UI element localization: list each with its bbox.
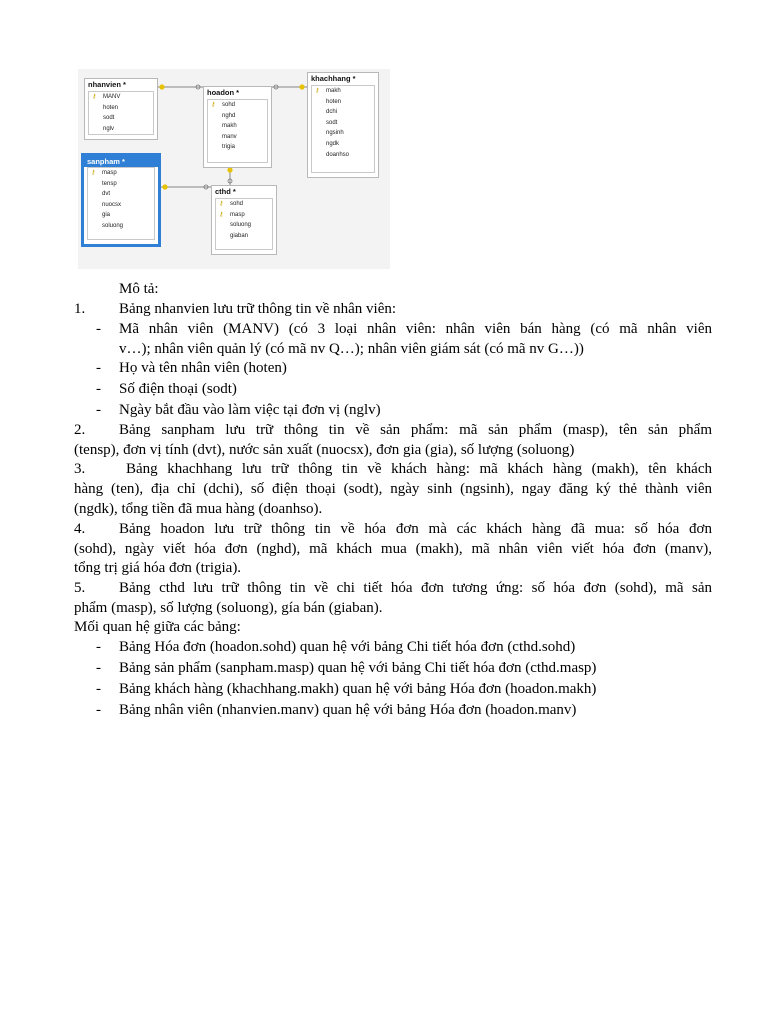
column: nghd	[222, 112, 236, 119]
column: ⚷ sohd	[216, 199, 272, 210]
item-number: 4.	[74, 521, 86, 537]
column: hoten	[103, 104, 119, 111]
column: ⚷ makh	[312, 86, 374, 97]
table-title: nhanvien *	[88, 80, 126, 89]
column: ⚷ MANV	[89, 92, 153, 103]
item4-text: (sohd), ngày viết hóa đơn (nghd), mã khách mua (makh), mã nhân viên viết hóa đơn (manv),	[74, 541, 712, 557]
column: nuocsx	[102, 201, 122, 208]
item2-text: (tensp), đơn vị tính (dvt), nước sản xuất (nuocsx), đơn gia (gia), số lượng (soluong)	[74, 442, 575, 458]
table-sanpham[interactable]	[81, 153, 161, 247]
bullet-dash: -	[96, 639, 101, 655]
bullet-dash: -	[96, 660, 101, 676]
relations-heading: Mối quan hệ giữa các bảng:	[74, 619, 241, 635]
table-cthd[interactable]	[211, 185, 277, 255]
column: nglv	[103, 125, 115, 132]
column: trigia	[222, 144, 236, 151]
table-title: cthd *	[215, 187, 236, 196]
bullet-dash: -	[96, 681, 101, 697]
table-khachhang[interactable]	[307, 72, 379, 178]
key-icon: ⚷	[315, 88, 320, 94]
key-icon: ⚷	[92, 94, 97, 100]
table-title: khachhang *	[311, 74, 356, 83]
item-number: 1.	[74, 301, 86, 317]
column: ⚷ sohd	[208, 100, 267, 111]
bullet-text: v…); nhân viên quản lý (có mã nv Q…); nhân viên giám sát (có mã nv G…))	[119, 341, 584, 357]
item3-text: hàng (ten), địa chỉ (dchi), số điện thoại (sodt), ngày sinh (ngsinh), ngay đăng ký thẻ thành viên	[74, 481, 712, 497]
item2-text: Bảng sanpham lưu trữ thông tin về sản phẩm: mã sản phẩm (masp), tên sản phẩm	[119, 422, 712, 438]
relation-text: Bảng sản phẩm (sanpham.masp) quan hệ với bảng Chi tiết hóa đơn (cthd.masp)	[119, 660, 597, 676]
item4-text: Bảng hoadon lưu trữ thông tin về hóa đơn mà các khách hàng đã mua: số hóa đơn	[119, 521, 712, 537]
bullet-text: Số điện thoại (sodt)	[119, 381, 237, 397]
item4-text: tổng trị giá hóa đơn (trigia).	[74, 560, 242, 576]
column: gia	[102, 212, 111, 219]
column: ngdk	[326, 140, 340, 147]
column: soluong	[102, 222, 124, 229]
item5-text: Bảng cthd lưu trữ thông tin về chi tiết hóa đơn tương ứng: số hóa đơn (sohd), mã sản	[119, 580, 712, 596]
bullet-dash: -	[96, 321, 101, 337]
bullet-text: Ngày bắt đầu vào làm việc tại đơn vị (nglv)	[119, 402, 381, 418]
key-icon: ⚷	[219, 211, 224, 218]
column: doanhso	[326, 151, 350, 158]
item3-text: (ngdk), tổng tiền đã mua hàng (doanhso).	[74, 501, 323, 517]
bullet-text: Mã nhân viên (MANV) (có 3 loại nhân viên: nhân viên bán hàng (có mã nhân viên	[119, 321, 712, 337]
column: sodt	[103, 115, 115, 122]
column: giaban	[230, 232, 249, 239]
column: makh	[222, 123, 237, 130]
key-icon: ⚷	[219, 201, 224, 207]
item5-text: phẩm (masp), số lượng (soluong), gía bán (giaban).	[74, 600, 383, 616]
item1-text: Bảng nhanvien lưu trữ thông tin về nhân viên:	[119, 301, 397, 317]
column: ⚷ masp	[88, 168, 154, 179]
bullet-dash: -	[96, 702, 101, 718]
database-diagram	[78, 69, 390, 269]
bullet-dash: -	[96, 402, 101, 418]
item-number: 2.	[74, 422, 86, 438]
bullet-text: Họ và tên nhân viên (hoten)	[119, 360, 287, 376]
item-number: 3.	[74, 461, 86, 477]
item3-text: Bảng khachhang lưu trữ thông tin về khách hàng: mã khách hàng (makh), tên khách	[126, 461, 712, 477]
table-hoadon[interactable]	[203, 86, 272, 168]
key-icon: ⚷	[211, 102, 216, 108]
column: ngsinh	[326, 130, 344, 137]
relation-text: Bảng Hóa đơn (hoadon.sohd) quan hệ với bảng Chi tiết hóa đơn (cthd.sohd)	[119, 639, 576, 655]
key-icon: ⚷	[91, 170, 96, 176]
relation-text: Bảng nhân viên (nhanvien.manv) quan hệ với bảng Hóa đơn (hoadon.manv)	[119, 702, 577, 718]
column: dvt	[102, 191, 111, 198]
bullet-dash: -	[96, 360, 101, 376]
column: tensp	[102, 180, 117, 187]
column: manv	[222, 133, 237, 140]
relation-text: Bảng khách hàng (khachhang.makh) quan hệ với bảng Hóa đơn (hoadon.makh)	[119, 681, 597, 697]
bullet-dash: -	[96, 381, 101, 397]
column: hoten	[326, 98, 342, 105]
column: sodt	[326, 119, 338, 126]
item-number: 5.	[74, 580, 86, 596]
column: soluong	[230, 222, 252, 229]
table-nhanvien[interactable]	[84, 78, 158, 140]
column: dchi	[326, 109, 338, 116]
table-title: hoadon *	[207, 88, 240, 97]
description-heading: Mô tả:	[119, 281, 159, 297]
table-title: sanpham *	[84, 156, 158, 167]
column: ⚷ masp	[216, 210, 272, 221]
